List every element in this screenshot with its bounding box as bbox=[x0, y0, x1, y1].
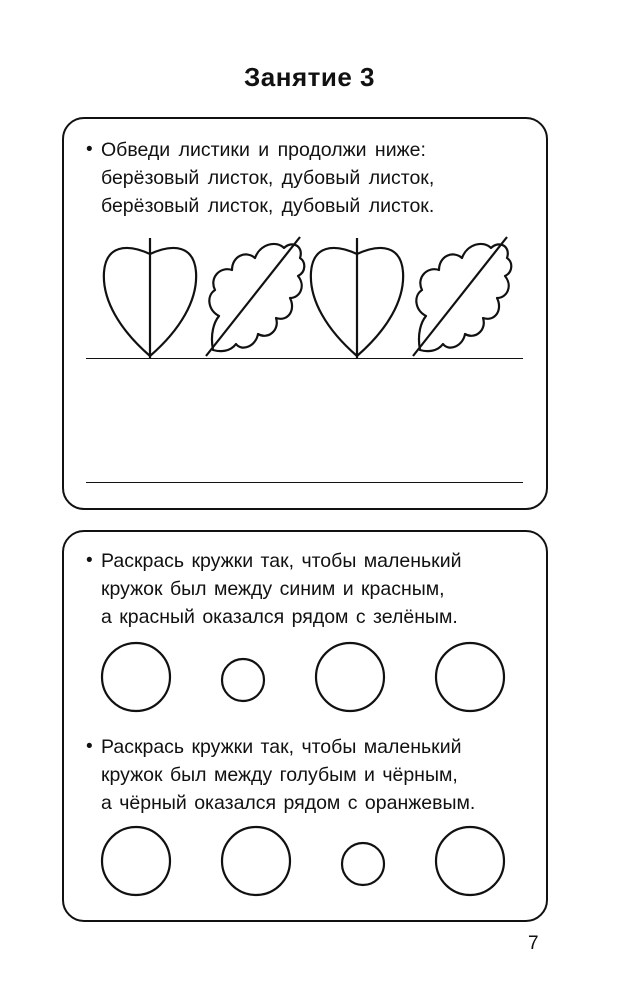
bullet: • bbox=[86, 139, 93, 160]
instruction-line: берёзовый листок, дубовый листок, bbox=[101, 167, 435, 189]
instruction-line: берёзовый листок, дубовый листок. bbox=[101, 195, 435, 217]
large-circle[interactable] bbox=[436, 827, 504, 895]
instruction-line: Раскрась кружки так, чтобы маленький bbox=[101, 736, 462, 758]
bullet: • bbox=[86, 550, 93, 571]
instruction-line: Обведи листики и продолжи ниже: bbox=[101, 139, 426, 161]
instruction-line: кружок был между синим и красным, bbox=[101, 578, 445, 600]
instruction-line: а красный оказался рядом с зелёным. bbox=[101, 606, 458, 628]
instruction-line: кружок был между голубым и чёрным, bbox=[101, 764, 458, 786]
instruction-line: Раскрась кружки так, чтобы маленький bbox=[101, 550, 462, 572]
large-circle[interactable] bbox=[222, 827, 290, 895]
page-number: 7 bbox=[528, 933, 539, 954]
instruction-line: а чёрный оказался рядом с оранжевым. bbox=[101, 792, 476, 814]
large-circle[interactable] bbox=[102, 827, 170, 895]
small-circle[interactable] bbox=[342, 843, 384, 885]
page-title: Занятие 3 bbox=[244, 62, 375, 92]
bullet: • bbox=[86, 736, 93, 757]
